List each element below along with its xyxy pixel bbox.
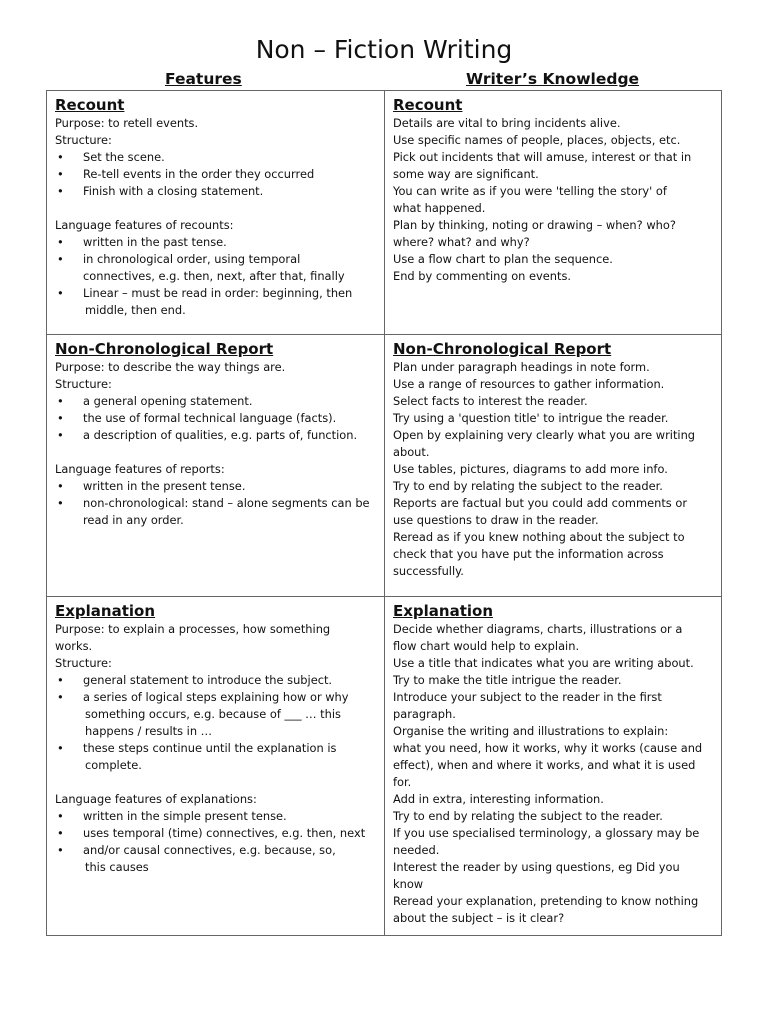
bullet-item: • Finish with a closing statement.: [55, 183, 378, 200]
structure-label: Structure:: [55, 656, 112, 670]
knowledge-column-heading: Writer’s Knowledge: [466, 70, 640, 88]
knowledge-line: Add in extra, interesting information.: [393, 792, 604, 806]
bullet-item: • the use of formal technical language (facts).: [55, 410, 378, 427]
bullet-continuation: something occurs, e.g. because of ___ … this: [85, 707, 341, 721]
structure-label: Structure:: [55, 133, 112, 147]
language-features-label: Language features of recounts:: [55, 218, 234, 232]
recount-knowledge-cell: [385, 91, 722, 335]
knowledge-line: needed.: [393, 843, 440, 857]
knowledge-line: Use specific names of people, places, objects, etc.: [393, 133, 681, 147]
bullet-item: • these steps continue until the explanation is: [55, 740, 378, 757]
bullet-continuation: happens / results in …: [85, 724, 213, 738]
report-knowledge-cell: [385, 335, 722, 597]
knowledge-line: some way are significant.: [393, 167, 539, 181]
knowledge-line: You can write as if you were 'telling the story' of: [393, 184, 667, 198]
purpose-text: works.: [55, 639, 93, 653]
knowledge-line: If you use specialised terminology, a glossary may be: [393, 826, 700, 840]
knowledge-line: what happened.: [393, 201, 486, 215]
knowledge-line: effect), when and where it works, and what it is used: [393, 758, 696, 772]
language-features-label: Language features of reports:: [55, 462, 225, 476]
bullet-continuation: read in any order.: [83, 513, 184, 527]
knowledge-line: know: [393, 877, 424, 891]
bullet-item: • Linear – must be read in order: beginning, then: [55, 285, 378, 302]
bullet-item: • and/or causal connectives, e.g. because, so,: [55, 842, 378, 859]
recount-row: [47, 91, 722, 335]
bullet-continuation: connectives, e.g. then, next, after that, finally: [83, 269, 345, 283]
report-row: [47, 335, 722, 597]
report-features-cell: [47, 335, 385, 597]
explanation-features-cell: [47, 597, 385, 936]
knowledge-line: about.: [393, 445, 430, 459]
page-title: Non – Fiction Writing: [255, 35, 513, 64]
knowledge-line: Try to end by relating the subject to the reader.: [393, 479, 663, 493]
knowledge-line: Decide whether diagrams, charts, illustrations or a: [393, 622, 683, 636]
knowledge-line: Reread your explanation, pretending to know nothing: [393, 894, 699, 908]
knowledge-line: where? what? and why?: [393, 235, 530, 249]
knowledge-line: flow chart would help to explain.: [393, 639, 580, 653]
purpose-text: Purpose: to explain a processes, how something: [55, 622, 331, 636]
purpose-text: Purpose: to retell events.: [55, 116, 199, 130]
knowledge-line: Organise the writing and illustrations to explain:: [393, 724, 669, 738]
bullet-item: • uses temporal (time) connectives, e.g. then, next: [55, 825, 378, 842]
knowledge-line: Try to make the title intrigue the reader.: [393, 673, 622, 687]
section-heading: Explanation: [55, 602, 156, 620]
bullet-item: • Re-tell events in the order they occurred: [55, 166, 378, 183]
bullet-item: • a description of qualities, e.g. parts of, function.: [55, 427, 378, 444]
bullet-item: • in chronological order, using temporal: [55, 251, 378, 268]
knowledge-line: Use a range of resources to gather information.: [393, 377, 665, 391]
knowledge-line: Reread as if you knew nothing about the subject to: [393, 530, 685, 544]
knowledge-line: Use a flow chart to plan the sequence.: [393, 252, 613, 266]
section-heading: Explanation: [393, 602, 494, 620]
bullet-continuation: this causes: [85, 860, 149, 874]
bullet-item: • general statement to introduce the subject.: [55, 672, 378, 689]
knowledge-line: Reports are factual but you could add comments or: [393, 496, 687, 510]
knowledge-line: Select facts to interest the reader.: [393, 394, 588, 408]
section-heading: Non-Chronological Report: [55, 340, 274, 358]
bullet-item: • written in the past tense.: [55, 234, 378, 251]
knowledge-line: check that you have put the information across: [393, 547, 664, 561]
explanation-knowledge-cell: [385, 597, 722, 936]
knowledge-line: successfully.: [393, 564, 464, 578]
bullet-continuation: complete.: [85, 758, 142, 772]
explanation-row: [47, 597, 722, 936]
bullet-item: • a general opening statement.: [55, 393, 378, 410]
knowledge-line: use questions to draw in the reader.: [393, 513, 599, 527]
bullet-continuation: middle, then end.: [85, 303, 186, 317]
knowledge-line: paragraph.: [393, 707, 456, 721]
features-column-heading: Features: [165, 70, 242, 88]
knowledge-line: Use tables, pictures, diagrams to add more info.: [393, 462, 668, 476]
bullet-item: • Set the scene.: [55, 149, 378, 166]
knowledge-line: Interest the reader by using questions, eg Did you: [393, 860, 680, 874]
knowledge-line: Try using a 'question title' to intrigue the reader.: [393, 411, 669, 425]
knowledge-line: Use a title that indicates what you are writing about.: [393, 656, 694, 670]
section-heading: Non-Chronological Report: [393, 340, 612, 358]
knowledge-line: Introduce your subject to the reader in the first: [393, 690, 662, 704]
bullet-item: • a series of logical steps explaining how or why: [55, 689, 378, 706]
section-heading: Recount: [55, 96, 125, 114]
recount-features-cell: [47, 91, 385, 335]
knowledge-line: for.: [393, 775, 412, 789]
knowledge-line: what you need, how it works, why it works (cause and: [393, 741, 703, 755]
writing-table: [46, 90, 722, 936]
knowledge-line: Pick out incidents that will amuse, interest or that in: [393, 150, 692, 164]
structure-label: Structure:: [55, 377, 112, 391]
purpose-text: Purpose: to describe the way things are.: [55, 360, 286, 374]
knowledge-line: Plan by thinking, noting or drawing – when? who?: [393, 218, 676, 232]
knowledge-line: about the subject – is it clear?: [393, 911, 565, 925]
knowledge-line: Try to end by relating the subject to the reader.: [393, 809, 663, 823]
bullet-item: • written in the simple present tense.: [55, 808, 378, 825]
knowledge-line: Plan under paragraph headings in note form.: [393, 360, 650, 374]
bullet-item: • written in the present tense.: [55, 478, 378, 495]
bullet-item: • non-chronological: stand – alone segments can be: [55, 495, 378, 512]
knowledge-line: Open by explaining very clearly what you are writing: [393, 428, 696, 442]
section-heading: Recount: [393, 96, 463, 114]
language-features-label: Language features of explanations:: [55, 792, 257, 806]
knowledge-line: End by commenting on events.: [393, 269, 572, 283]
knowledge-line: Details are vital to bring incidents alive.: [393, 116, 621, 130]
